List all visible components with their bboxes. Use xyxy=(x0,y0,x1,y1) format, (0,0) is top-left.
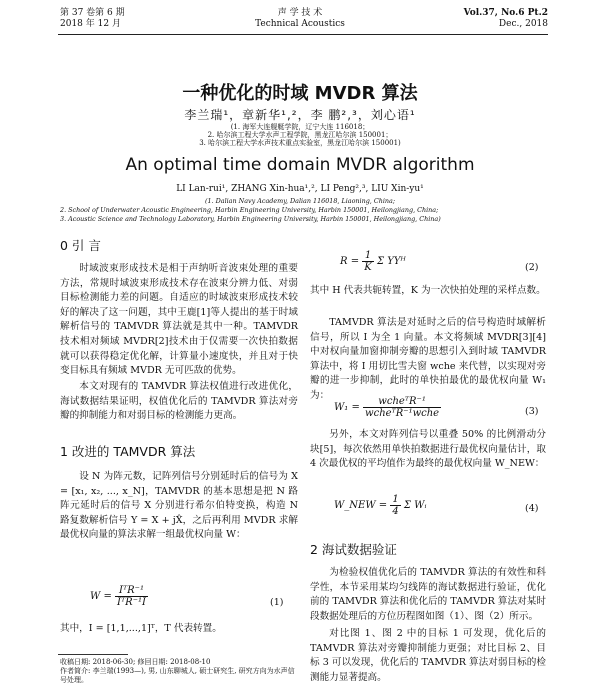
eq2-numerator: 1 xyxy=(362,250,373,262)
journal-name xyxy=(240,8,360,30)
section-1-heading: 1 改进的 TAMVDR 算法 xyxy=(60,444,196,459)
equation-1 xyxy=(90,585,148,608)
eq1-fraction xyxy=(115,585,148,608)
equation-2 xyxy=(340,250,406,273)
eq3-lhs: W₁ = xyxy=(334,402,360,413)
intro-paragraph-1: 时域波束形成技术是相于声纳听音波束处理的重要方法，常规时域波束形成技术存在波束分辨力低、对弱目标检测能力差的问题。自适应的时域波束形成技术较好的解决了这一问题，其中王鹿[1]等人提出的基于时域解析信号的 TAMVDR 算法就是其中一种。TAMVDR 技术相对频域 MVDR[2]技术由于仅需要一次快拍数据就可以获得稳定优化解，计算量小速度快，并且对于快变目标具有频域 MVDR 无可匹敌的优势。 xyxy=(60,263,298,377)
intro-paragraph-2: 本文对现有的 TAMVDR 算法权值进行改进优化，海试数据结果证明，权值优化后的 TAMVDR 算法对旁瓣的抑制能力和对弱目标的检测能力更高。 xyxy=(60,381,298,422)
eq2-sum: Σ YYᴴ xyxy=(376,256,406,267)
volume-info xyxy=(464,8,548,30)
eq1-lhs: W = xyxy=(90,591,112,602)
issue-date: 2018 年 12 月 xyxy=(60,19,121,29)
authors-cn: 李兰瑞¹，章新华¹,²，李 鹏²,³，刘心语¹ xyxy=(184,108,416,122)
equation-3 xyxy=(334,396,441,419)
section-1-paragraph-1: 设 N 为阵元数，记阵列信号分别延时后的信号为 X = [x₁, x₂, ..., x_N]，TAMVDR 的基本思想是把 N 路阵元延时后的信号 X 分别进行希尔伯特变换，构造 N 路复数解析信号 Y = X + jX̂，之后再利用 MVDR 求解最优权向量的算法求解一组最优权向量 W： xyxy=(60,471,298,541)
journal-issue xyxy=(60,8,125,30)
right-paragraph-2: TAMVDR 算法是对延时之后的信号构造时域解析信号，所以 I 为全 1 向量。本文将频域 MVDR[3][4]中对权向量加窗抑制旁瓣的思想引入到时域 TAMVDR 算法中，将 I 用切比雪夫窗 wche 来代替，以实现对旁瓣的进一步抑制，此时的单快拍最优的最优权向量 W₁ 为： xyxy=(310,317,546,401)
section-2-paragraph-2: 对比图 1、图 2 中的目标 1 可发现，优化后的 TAMVDR 算法对旁瓣抑制能力更强；对比目标 2、目标 3 可以发现，优化后的 TAMVDR 算法对弱目标的检测能力显著提高。 xyxy=(310,628,546,683)
title-en: An optimal time domain MVDR algorithm xyxy=(125,155,475,175)
journal-name-cn: 声 学 技 术 xyxy=(277,8,323,18)
footnote-author: 作者简介: 李兰瑞(1993—), 男, 山东聊城人, 硕士研究生, 研究方向为水声信号处理。 xyxy=(60,667,295,684)
eq2-lhs: R = xyxy=(340,256,360,267)
right-paragraph-3: 另外，本文对阵列信号以重叠 50% 的比例滑动分块[5]，每次依然用单快拍数据进行最优权向量估计，取 4 次最优权的平均值作为最终的最优权向量 W_NEW： xyxy=(310,429,546,470)
eq2-denominator: K xyxy=(364,262,372,273)
authors-en: LI Lan-rui¹, ZHANG Xin-hua¹,², LI Peng²,³, LIU Xin-yu¹ xyxy=(176,184,424,194)
section-2-paragraph-1: 为检验权值优化后的 TAMVDR 算法的有效性和科学性，本节采用某均匀线阵的海试数据进行验证，优化前的 TAMVDR 算法和优化后的 TAMVDR 算法对某时段数据处理后的方位历程图如图（1）、图（2）所示。 xyxy=(310,567,546,622)
equation-2-number: (2) xyxy=(525,262,539,273)
section-2-heading: 2 海试数据验证 xyxy=(310,542,397,557)
affiliation-cn-1: (1. 海军大连舰艇学院，辽宁大连 116018； xyxy=(230,123,370,131)
date-en: Dec., 2018 xyxy=(498,19,548,29)
eq4-sum: Σ Wᵢ xyxy=(403,500,427,511)
section-1-paragraph-2: 其中，I = [1,1,...,1]ᵀ，T 代表转置。 xyxy=(60,623,222,634)
right-paragraph-1: 其中 H 代表共轭转置，K 为一次快拍处理的采样点数。 xyxy=(310,285,546,296)
eq2-fraction xyxy=(362,250,373,273)
eq1-denominator: IᵀR⁻¹I xyxy=(117,597,146,608)
journal-name-en: Technical Acoustics xyxy=(255,19,345,29)
equation-4 xyxy=(334,494,426,517)
volume-en: Vol.37, No.6 Pt.2 xyxy=(463,8,548,18)
eq3-denominator: wcheᵀR⁻¹wche xyxy=(365,408,440,419)
footnote-received: 收稿日期: 2018-06-30; 修回日期: 2018-08-10 xyxy=(60,658,211,666)
affiliation-cn-3: 3. 哈尔滨工程大学水声技术重点实验室，黑龙江哈尔滨 150001) xyxy=(199,139,401,147)
eq3-numerator: wcheᵀR⁻¹ xyxy=(363,396,441,408)
equation-3-number: (3) xyxy=(525,406,539,417)
title-cn: 一种优化的时域 MVDR 算法 xyxy=(182,83,418,104)
affiliation-en-2: 2. School of Underwater Acoustic Engineering, Harbin Engineering University, Harbin 150001, Heilongjiang, China; xyxy=(60,206,439,214)
affiliation-cn-2: 2. 哈尔滨工程大学水声工程学院，黑龙江哈尔滨 150001； xyxy=(207,131,393,139)
eq4-numerator: 1 xyxy=(392,494,399,505)
equation-4-number: (4) xyxy=(525,503,539,514)
eq4-lhs: W_NEW = xyxy=(334,500,388,511)
affiliation-en-3: 3. Acoustic Science and Technology Laboratory, Harbin Engineering University, Harbin 150001, Heilongjiang, China) xyxy=(60,215,441,223)
eq4-denominator: 4 xyxy=(392,506,399,517)
eq1-numerator: IᵀR⁻¹ xyxy=(115,585,148,597)
footnote-rule xyxy=(58,654,128,655)
eq3-fraction xyxy=(363,396,441,419)
section-intro-heading: 0 引 言 xyxy=(60,238,101,253)
equation-1-number: (1) xyxy=(270,597,284,608)
eq4-fraction xyxy=(390,494,400,517)
header-rule xyxy=(58,34,548,35)
affiliation-en-1: (1. Dalian Navy Academy, Dalian 116018, Liaoning, China; xyxy=(205,197,395,205)
volume-issue: 第 37 卷第 6 期 xyxy=(60,8,125,18)
